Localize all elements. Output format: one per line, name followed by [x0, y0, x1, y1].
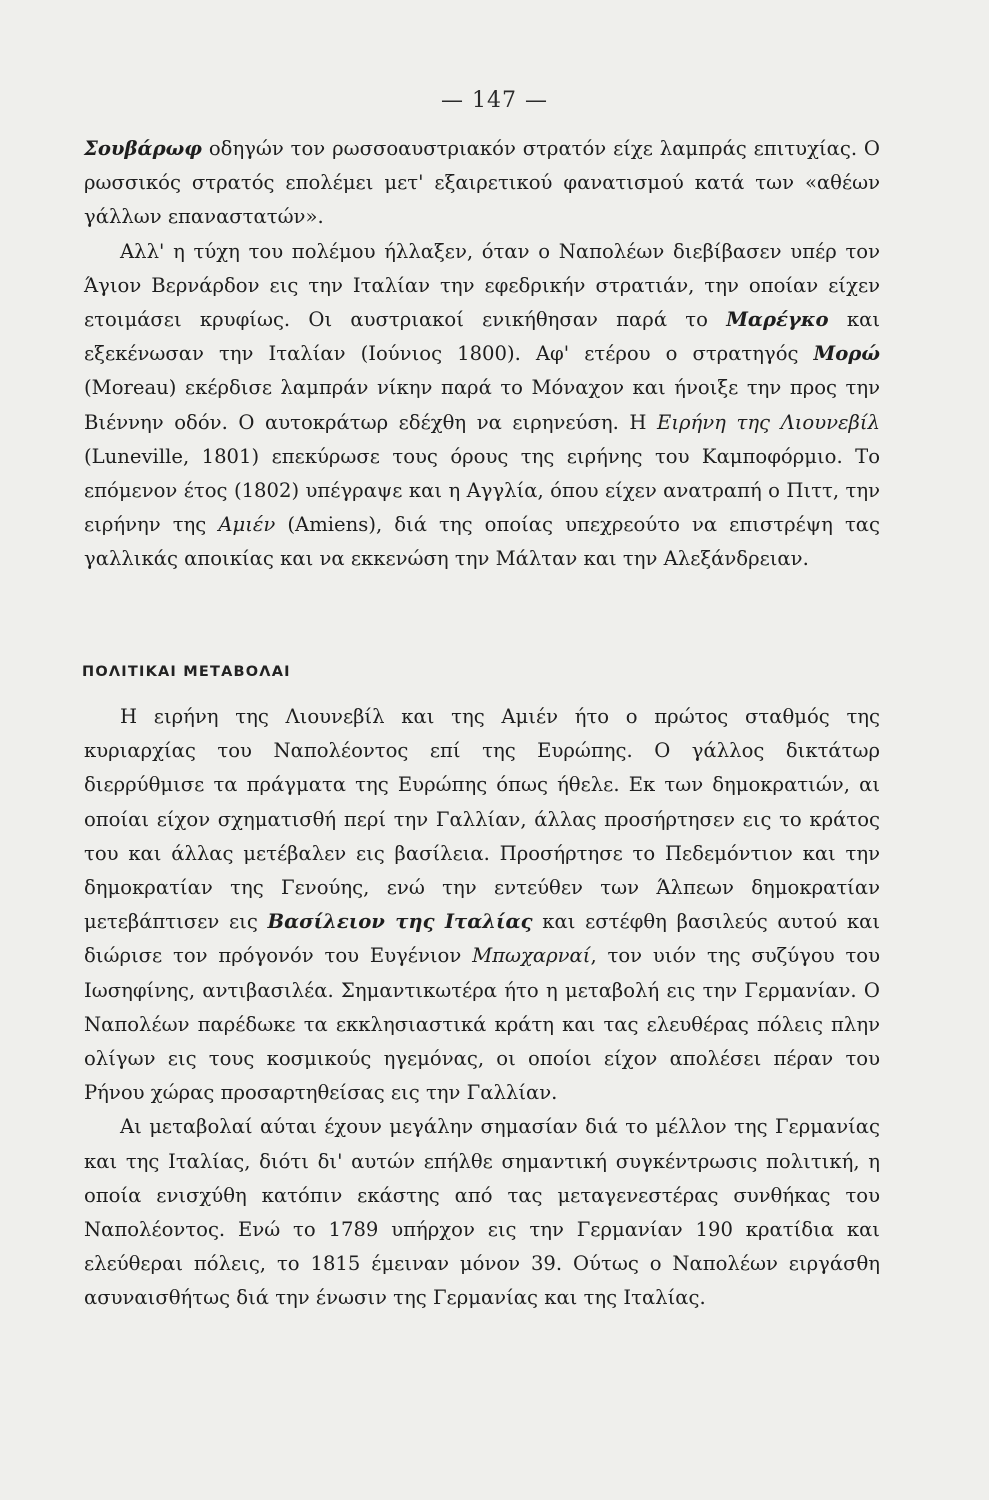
emphasis-name: Σουβάρωφ [84, 137, 203, 160]
paragraph-2 [84, 235, 880, 577]
paragraph-text: , τον υιόν της συζύγου του Ιωσηφίνης, αντιβασιλέα. Σημαντικωτέρα ήτο η μεταβολή εις την Γερμανίαν. Ο Ναπολέων παρέδωκε τα εκκλησιαστικά κράτη και τας ελευθέρας πόλεις πλην ολίγων εις τους κοσμικούς ηγεμόνας, οι οποίοι είχον απολέσει πέραν του Ρήνου χώρας προσαρτηθείσας εις την Γαλλίαν. [84, 944, 880, 1105]
paragraph-text: και εξεκένωσαν την Ιταλίαν (Ιούνιος 1800). Αφ' ετέρου ο στρατηγός [84, 308, 881, 366]
emphasis-name: Μορώ [813, 342, 880, 366]
paragraph-text: Αλλ' η τύχη του πολέμου ήλλαξεν, όταν ο Ναπολέων διεβίβασεν υπέρ τον Άγιον Βερνάρδον εις την Ιταλίαν την εφεδρικήν στρατιάν, την οποίαν είχεν ετοιμάσει κρυφίως. Οι αυστριακοί ενικήθησαν παρά το [84, 239, 880, 332]
italic-treaty: Αμιέν [218, 513, 276, 537]
paragraph-text: Η ειρήνη της Λιουνεβίλ και της Αμιέν ήτο ο πρώτος σταθμός της κυριαρχίας του Ναπολέοντος επί της Ευρώπης. Ο γάλλος δικτάτωρ διερρύθμισε τα πράγματα της Ευρώπης όπως ήθελε. Εκ των δημοκρατιών, αι οποίαι είχον σχηματισθή περί την Γαλλίαν, άλλας προσήρτησεν εις το κράτος του και άλλας μετέβαλεν εις βασίλεια. Προσήρτησε το Πεδεμόντιον και την δημοκρατίαν της Γενούης, ενώ την εντεύθεν των Άλπεων δημοκρατίαν μετεβάπτισεν εις [84, 705, 880, 934]
page-number: — 147 — [441, 88, 548, 113]
text-block-bottom [84, 700, 880, 1316]
italic-treaty: Ειρήνη της Λιουνεβίλ [657, 410, 880, 434]
paragraph-4 [84, 1110, 880, 1315]
section-heading: ΠΟΛΙΤΙΚΑΙ ΜΕΤΑΒΟΛΑΙ [82, 664, 291, 680]
italic-name: Μπωχαρναί [472, 944, 591, 968]
paragraph-text: (Moreau) εκέρδισε λαμπράν νίκην παρά το Μόναχον και ήνοιξε την προς την Βιέννην οδόν. Ο αυτοκράτωρ εδέχθη να ειρηνεύση. Η [84, 376, 880, 434]
text-block-top [84, 132, 880, 577]
paragraph-text: και εστέφθη βασιλεύς αυτού και διώρισε τον πρόγονόν του Ευγένιον [84, 910, 880, 968]
paragraph-text: Αι μεταβολαί αύται έχουν μεγάλην σημασίαν διά το μέλλον της Γερμανίας και της Ιταλίας, διότι δι' αυτών επήλθε σημαντική συγκέντρωσις πολιτική, η οποία ενισχύθη κατόπιν εκάστης από τας μεταγενεστέρας συνθήκας του Ναπολέοντος. Ενώ το 1789 υπήρχον εις την Γερμανίαν 190 κρατίδια και ελεύθεραι πόλεις, το 1815 έμειναν μόνον 39. Ούτως ο Ναπολέων ειργάσθη ασυναισθήτως διά την ένωσιν της Γερμανίας και της Ιταλίας. [84, 1115, 880, 1310]
paragraph-text: (Luneville, 1801) επεκύρωσε τους όρους της ειρήνης του Καμποφόρμιο. Το επόμενον έτος (1802) υπέγραψε και η Αγγλία, όπου είχεν ανατραπή ο Πιττ, την ειρήνην της [84, 444, 880, 537]
paragraph-1 [84, 132, 880, 235]
paragraph-text: (Amiens), διά της οποίας υπεχρεούτο να επιστρέψη τας γαλλικάς αποικίας και να εκκενώση την Μάλταν και την Αλεξάνδρειαν. [84, 513, 880, 571]
emphasis-place: Μαρέγκο [726, 308, 829, 332]
emphasis-kingdom: Βασίλειον της Ιταλίας [267, 910, 533, 934]
paragraph-3 [84, 700, 880, 1110]
paragraph-text: οδηγών τον ρωσσοαυστριακόν στρατόν είχε λαμπράς επιτυχίας. Ο ρωσσικός στρατός επολέμει μετ' εξαιρετικού φανατισμού κατά των «αθέων γάλλων επαναστατών». [84, 137, 880, 229]
